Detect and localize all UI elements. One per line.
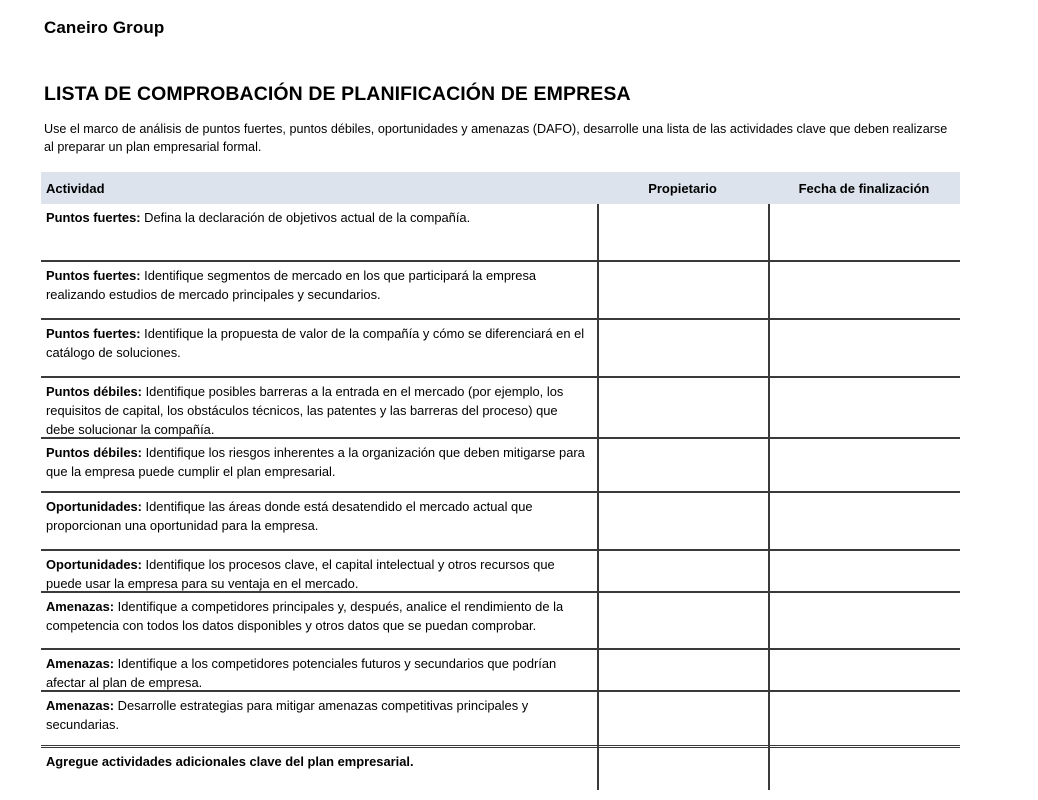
cell-activity [41, 493, 597, 541]
column-header-completion-date: Fecha de finalización [798, 181, 930, 196]
table-row [41, 593, 960, 650]
table-row [41, 748, 960, 790]
table-row [41, 692, 960, 748]
cell-activity [41, 204, 597, 233]
activity-description: Desarrolle estrategias para mitigar amenazas competitivas principales y secundarias. [46, 698, 529, 732]
activity-category-label: Puntos fuertes: [46, 210, 141, 225]
activity-category-label: Oportunidades: [46, 557, 142, 572]
cell-activity [41, 692, 597, 740]
cell-activity [41, 551, 597, 599]
activity-description: Identifique posibles barreras a la entrada en el mercado (por ejemplo, los requisitos de capital, los obstáculos técnicos, las patentes y las barreras del proceso) que debe solucionar la compañía. [46, 384, 564, 437]
table-row [41, 551, 960, 593]
column-header-activity: Actividad [46, 181, 105, 196]
activity-description: Defina la declaración de objetivos actual de la compañía. [140, 210, 471, 225]
cell-activity [41, 593, 597, 641]
cell-activity [41, 650, 597, 698]
activity-category-label: Amenazas: [46, 698, 115, 713]
activity-description: Identifique a competidores principales y, después, analice el rendimiento de la competencia con todos los datos disponibles y otros datos que se puedan comprobar. [46, 599, 564, 633]
activity-description: Identifique los riesgos inherentes a la organización que deben mitigarse para que la empresa puede cumplir el plan empresarial. [46, 445, 585, 479]
cell-activity [41, 320, 597, 368]
column-header-owner: Propietario [648, 181, 717, 196]
table-row [41, 204, 960, 262]
document-intro-paragraph: Use el marco de análisis de puntos fuertes, puntos débiles, oportunidades y amenazas (DAFO), desarrolle una lista de las actividades clave que deben realizarse al preparar un plan empresarial formal. [44, 122, 948, 154]
table-body [41, 204, 960, 790]
activity-category-label: Amenazas: [46, 656, 115, 671]
table-row [41, 378, 960, 439]
table-row [41, 493, 960, 551]
activity-description: Identifique las áreas donde está desatendido el mercado actual que proporcionan una oportunidad para la empresa. [46, 499, 533, 533]
table-row [41, 320, 960, 378]
activity-category-label: Amenazas: [46, 599, 115, 614]
activity-description: Identifique a los competidores potenciales futuros y secundarios que podrían afectar al plan de empresa. [46, 656, 557, 690]
cell-activity [41, 748, 597, 777]
activity-description: Identifique la propuesta de valor de la compañía y cómo se diferenciará en el catálogo de soluciones. [46, 326, 585, 360]
activity-category-label: Puntos débiles: [46, 384, 142, 399]
table-row [41, 439, 960, 493]
activity-category-label: Puntos fuertes: [46, 268, 141, 283]
company-name: Caneiro Group [44, 18, 165, 37]
cell-activity [41, 378, 597, 445]
activity-description: Identifique segmentos de mercado en los que participará la empresa realizando estudios de mercado principales y secundarios. [46, 268, 537, 302]
activity-category-label: Puntos fuertes: [46, 326, 141, 341]
document-title: LISTA DE COMPROBACIÓN DE PLANIFICACIÓN DE EMPRESA [44, 83, 631, 105]
cell-activity [41, 439, 597, 487]
cell-activity [41, 262, 597, 310]
table-header-row [41, 172, 960, 204]
activity-category-label: Puntos débiles: [46, 445, 142, 460]
activity-category-label: Oportunidades: [46, 499, 142, 514]
activity-description: Identifique los procesos clave, el capital intelectual y otros recursos que puede usar la empresa para su ventaja en el mercado. [46, 557, 555, 591]
checklist-table [41, 172, 960, 790]
table-row [41, 650, 960, 692]
activity-category-label: Agregue actividades adicionales clave del plan empresarial. [46, 754, 414, 769]
table-row [41, 262, 960, 320]
